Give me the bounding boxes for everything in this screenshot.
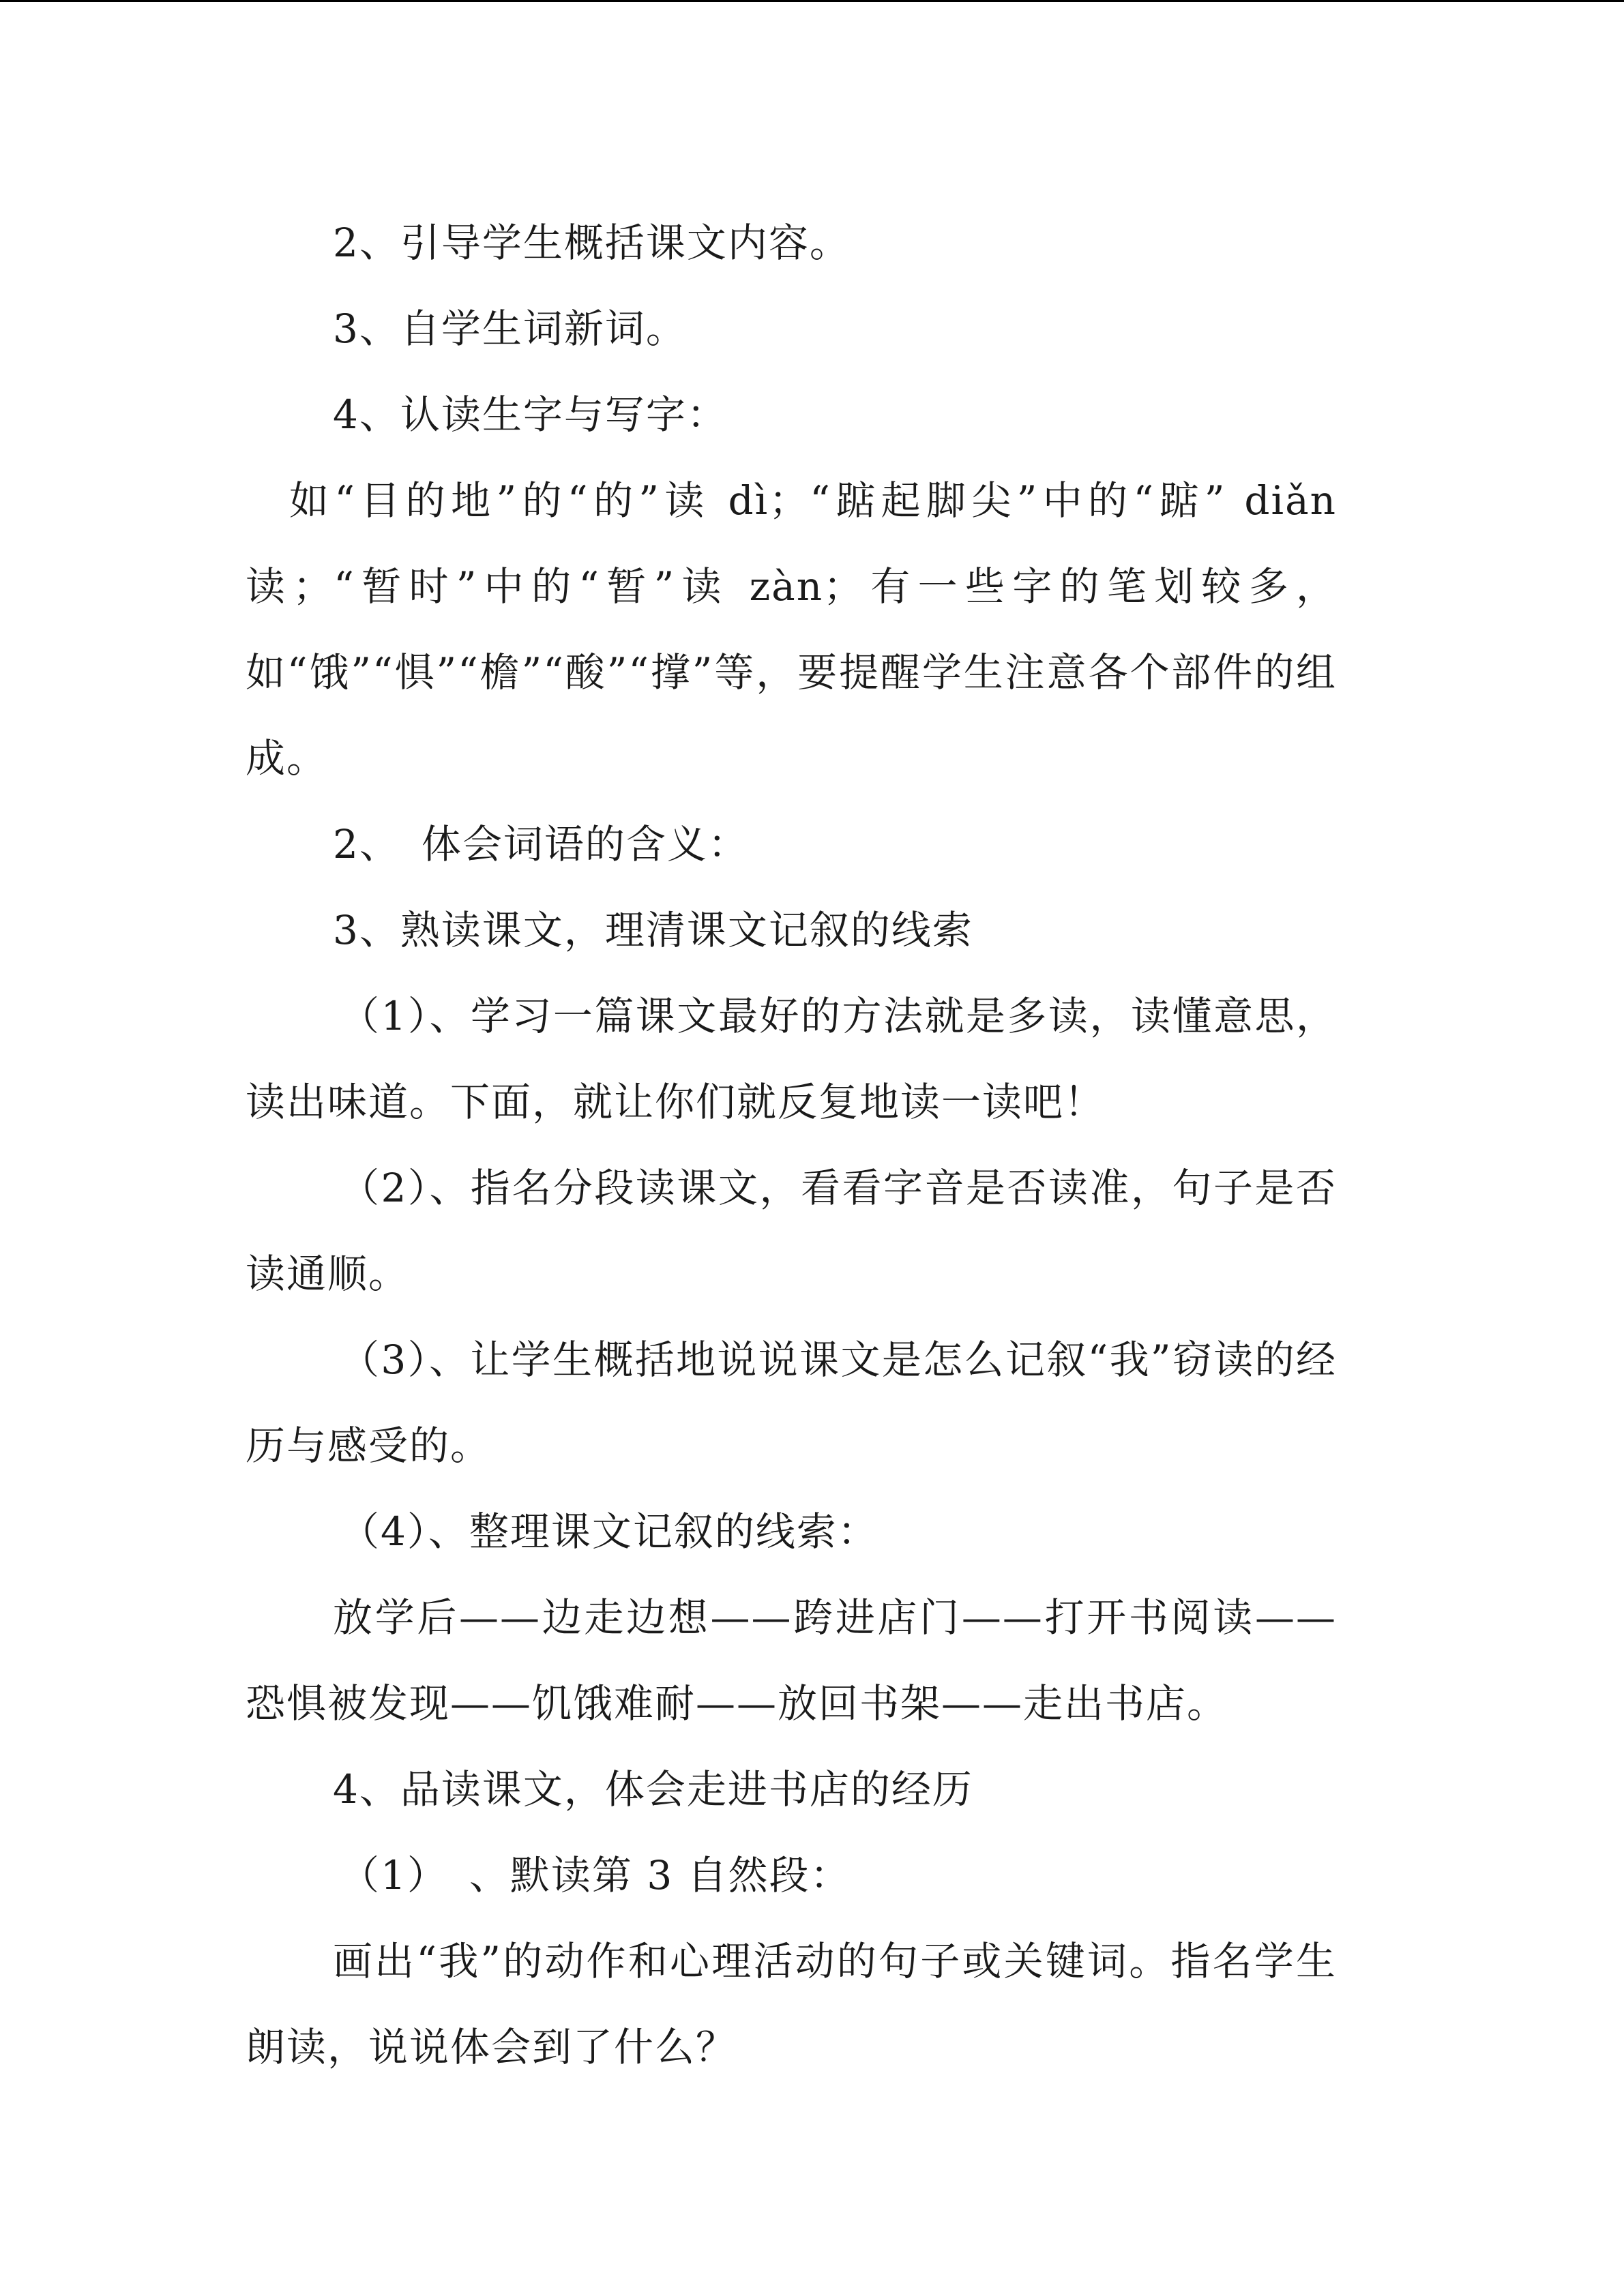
paragraph-read-text-clues: 3、熟读课文，理清课文记叙的线索 [333, 907, 973, 953]
paragraph-sub-2: （2）、指名分段读课文，看看字音是否读准，句子是否读通顺。 [246, 1165, 1337, 1297]
paragraph-sub-4: （4）、整理课文记叙的线索： [340, 1508, 879, 1555]
document-body [246, 200, 1337, 2090]
paragraph-word-meaning: 2、 体会词语的含义： [333, 821, 749, 867]
paragraph-pronunciation-examples: 如“目的地”的“的”读 dì；“踮起脚尖”中的“踮” diǎn 读；“暂时”中的“暂”读 zàn；有一些字的笔划较多，如“饿”“惧”“檐”“酸”“撑”等，要提醒学生注意各个部件的组成。 [246, 477, 1337, 781]
paragraph-sub-1: （1）、学习一篇课文最好的方法就是多读，读懂意思，读出味道。下面，就让你们就反复地读一读吧！ [246, 993, 1337, 1125]
paragraph-sub-3: （3）、让学生概括地说说课文是怎么记叙“我”窃读的经历与感受的。 [246, 1337, 1337, 1469]
paragraph-clue-sequence: 放学后——边走边想——跨进店门——打开书阅读——恐惧被发现——饥饿难耐——放回书架——走出书店。 [246, 1594, 1337, 1727]
paragraph-draw-actions: 画出“我”的动作和心理活动的句子或关键词。指名学生朗读，说说体会到了什么？ [246, 1938, 1337, 2070]
paragraph-step-2-summarize: 2、引导学生概括课文内容。 [333, 220, 851, 266]
paragraph-sub-1-silent-read: （1） 、默读第 3 自然段： [340, 1852, 851, 1898]
paragraph-step-4-bookstore: 4、品读课文，体会走进书店的经历 [333, 1766, 973, 1813]
paragraph-step-3-vocabulary: 3、自学生词新词。 [333, 305, 687, 352]
paragraph-step-4-characters: 4、认读生字与写字： [333, 391, 728, 438]
